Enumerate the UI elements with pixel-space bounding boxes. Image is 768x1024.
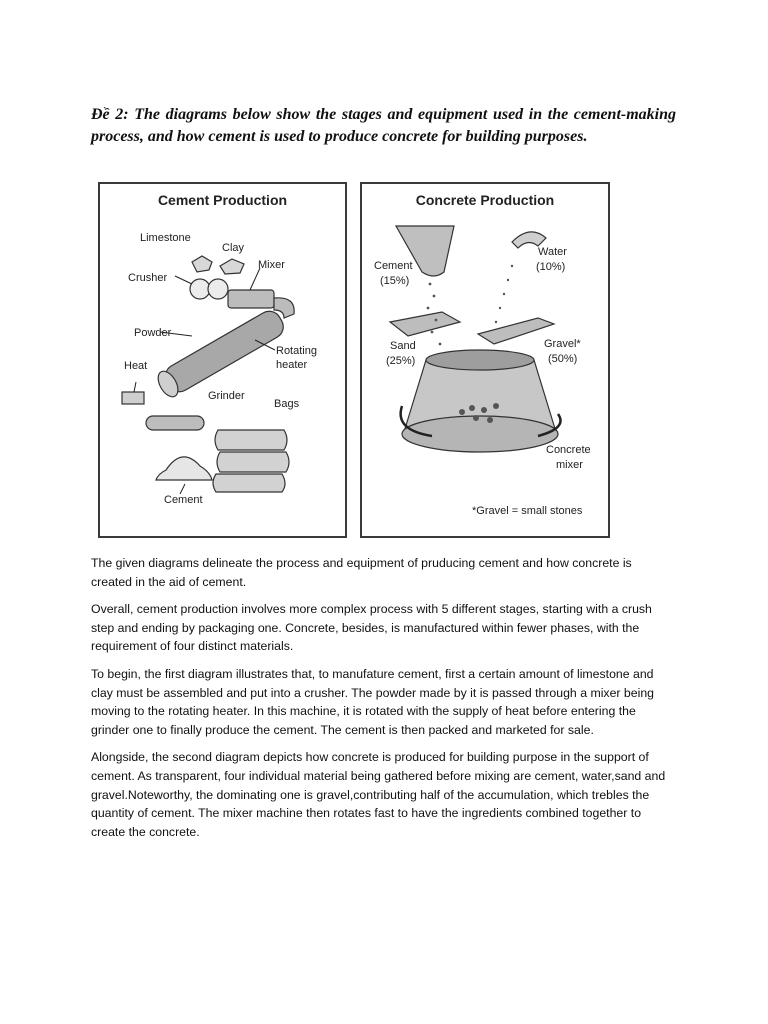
mixer-opening <box>426 350 534 370</box>
bag-3 <box>213 474 285 492</box>
label-gravel: Gravel* <box>544 338 581 350</box>
task-title <box>91 104 676 148</box>
essay-paragraph-body-1: To begin, the first diagram illustrates that, to manufature cement, first a certain amount of limestone and clay must be assembled and put into a crusher. The powder made by it is passed through a mixer being moving to the rotating heater. In this machine, it is rotated with the supply of heat before entering the grinder one to finally produce the cement. The cement is then packed and marketed for sale. <box>91 666 655 737</box>
essay-body <box>91 554 676 850</box>
label-powder: Powder <box>134 327 172 339</box>
clay-rock-icon <box>220 259 244 274</box>
label-rotating-heater-line2: heater <box>276 359 308 371</box>
label-cement: Cement <box>164 494 203 506</box>
grinder <box>146 416 204 430</box>
cement-pile <box>156 457 212 480</box>
heat-burner <box>122 392 144 404</box>
bag-1 <box>215 430 287 450</box>
label-bags: Bags <box>274 398 300 410</box>
label-mixer: Mixer <box>258 259 285 271</box>
label-cement-pct: (15%) <box>380 275 410 287</box>
label-water-pct: (10%) <box>536 261 566 273</box>
gravel-scoop <box>478 318 554 344</box>
task-prefix: Đề 2: <box>91 106 129 123</box>
label-concrete-mixer-line2: mixer <box>556 459 583 471</box>
label-clay: Clay <box>222 242 245 254</box>
sand-scoop <box>390 312 460 336</box>
crusher-roller-right <box>208 279 228 299</box>
label-grinder: Grinder <box>208 390 245 402</box>
cement-panel-title: Cement Production <box>157 192 288 208</box>
gravel-footnote: *Gravel = small stones <box>472 505 583 517</box>
task-prompt: The diagrams below show the stages and equipment used in the cement-making process, and how cement is used to produce concrete for building purposes. <box>91 106 677 145</box>
label-sand-pct: (25%) <box>386 355 416 367</box>
concrete-panel-title: Concrete Production <box>415 192 555 208</box>
label-water: Water <box>538 246 567 258</box>
rotating-heater <box>154 307 288 400</box>
mixer-box <box>228 290 274 308</box>
label-limestone: Limestone <box>140 232 191 244</box>
label-crusher: Crusher <box>128 272 168 284</box>
bag-2 <box>217 452 289 472</box>
label-cement: Cement <box>374 260 413 272</box>
essay-paragraph-intro: The given diagrams delineate the process and equipment of pruducing cement and how concrete is created in the aid of cement. <box>91 556 632 589</box>
essay-paragraph-body-2: Alongside, the second diagram depicts how concrete is produced for building purpose in the support of cement. As transparent, four individual material being gathered before mixing are cement, water,sand and gravel.Noteworthy, the dominating one is gravel,contributing half of the accumulation, which trebles the quantity of cement. The mixer machine then rotates fast to have the ingredients combined together to create the concrete. <box>91 750 666 839</box>
label-rotating-heater-line1: Rotating <box>276 345 317 357</box>
label-concrete-mixer-line1: Concrete <box>546 444 591 456</box>
label-heat: Heat <box>124 360 148 372</box>
essay-paragraph-overview: Overall, cement production involves more complex process with 5 different stages, starting with a crush step and ending by packaging one. Concrete, besides, is manufactured within fewer phases, with the requirement of four distinct materials. <box>91 602 652 654</box>
label-sand: Sand <box>390 340 416 352</box>
concrete-production-diagram <box>360 182 610 538</box>
crusher-roller-left <box>190 279 210 299</box>
limestone-rock-icon <box>192 256 212 272</box>
label-gravel-pct: (50%) <box>548 353 578 365</box>
cement-production-diagram <box>98 182 347 538</box>
